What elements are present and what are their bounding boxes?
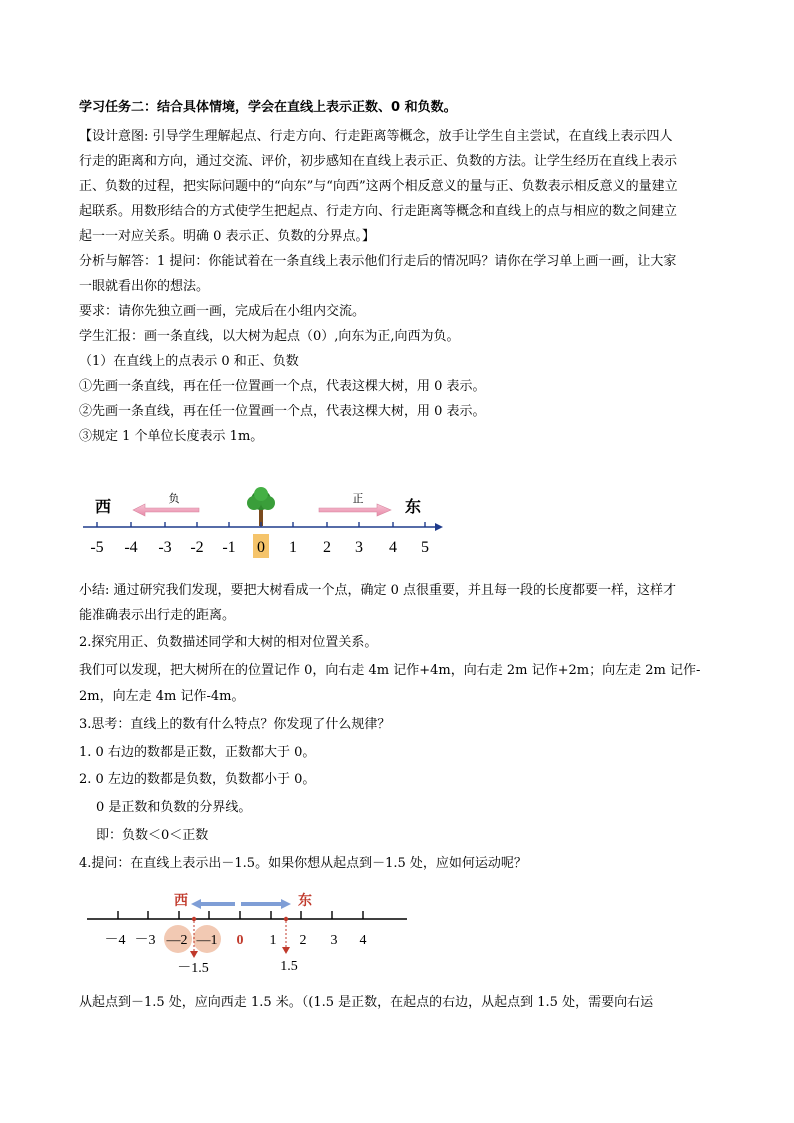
positive-label: 正 [352, 493, 364, 505]
point-neg-1-5 [192, 917, 196, 921]
tick-label: -3 [158, 539, 172, 556]
west-label: 西 [94, 499, 112, 516]
point-4: 即：负数＜0＜正数 [96, 828, 209, 843]
neg-point-label: －1.5 [177, 961, 209, 976]
step-2: ②先画一条直线，再在任一位置画一个点，代表这棵大树，用 0 表示。 [79, 404, 486, 419]
tick-label: —1 [196, 933, 218, 948]
negative-direction-arrow [133, 504, 199, 516]
answer-line: 从起点到－1.5 处，应向西走 1.5 米。（(1.5 是正数，在起点的右边，从起点到 1.5 处，需要向右运 [79, 995, 654, 1010]
tick-label: 0 [236, 933, 244, 948]
question-4: 4.提问：在直线上表示出－1.5。如果你想从起点到－1.5 处，应如何运动呢？ [79, 856, 527, 871]
tick-label: 2 [323, 539, 331, 556]
tick-label: —2 [166, 933, 188, 948]
tick-label: 2 [299, 933, 307, 948]
student-report: 学生汇报：画一条直线，以大树为起点（0）,向东为正,向西为负。 [79, 329, 460, 344]
point-1: 1. 0 右边的数都是正数，正数都大于 0。 [79, 745, 316, 760]
axis-arrowhead [435, 523, 443, 531]
tick-label: 1 [289, 539, 297, 556]
requirement: 要求：请你先独立画一画，完成后在小组内交流。 [79, 304, 366, 319]
tick-label: 3 [355, 539, 363, 556]
tick-label: 0 [257, 539, 265, 556]
west-label: 西 [174, 894, 188, 909]
number-line-figure-2 [85, 888, 415, 980]
tick-label: －3 [134, 933, 156, 948]
tick-label: -2 [190, 539, 204, 556]
analysis-line: 分析与解答：1 提问：你能试着在一条直线上表示他们行走后的情况吗？请你在学习单上画一画，让大家 [79, 254, 677, 269]
west-arrow [191, 899, 235, 909]
tick-label: －4 [104, 933, 126, 948]
tree-icon [247, 487, 275, 526]
design-intent-line: 起联系。用数形结合的方式使学生把起点、行走方向、行走距离等概念和直线上的点与相应的数之间建立 [79, 204, 678, 219]
summary-line: 小结: 通过研究我们发现，要把大树看成一个点，确定 0 点很重要，并且每一段的长度都要一样，这样才 [79, 583, 677, 598]
tick-label: 4 [359, 933, 367, 948]
tick-label: 1 [269, 933, 277, 948]
design-intent-line: 【设计意图: 引导学生理解起点、行走方向、行走距离等概念，放手让学生自主尝试，在直线上表示四人 [79, 129, 673, 144]
negative-label: 负 [168, 493, 180, 505]
explore-title: 2.探究用正、负数描述同学和大树的相对位置关系。 [79, 635, 378, 650]
tick-label: -4 [124, 539, 138, 556]
east-arrow [241, 899, 291, 909]
number-line-figure-1 [79, 478, 459, 568]
tick-label: 3 [330, 933, 338, 948]
positive-direction-arrow [319, 504, 391, 516]
point-2: 2. 0 左边的数都是负数，负数都小于 0。 [79, 772, 316, 787]
point-3: 0 是正数和负数的分界线。 [96, 800, 252, 815]
axis-ticks [118, 911, 363, 919]
design-intent-line: 起一一对应关系。明确 0 表示正、负数的分界点。】 [79, 229, 376, 244]
tick-label: 5 [421, 539, 429, 556]
point-pos-1-5 [284, 917, 288, 921]
step-1: ①先画一条直线，再在任一位置画一个点，代表这棵大树，用 0 表示。 [79, 379, 486, 394]
step-3: ③规定 1 个单位长度表示 1m。 [79, 429, 264, 444]
summary-line: 能准确表示出行走的距离。 [79, 608, 236, 623]
found-line: 我们可以发现，把大树所在的位置记作 0，向右走 4m 记作+4m，向右走 2m 记作+2m；向左走 2m 记作- [79, 663, 701, 678]
tick-label: -5 [90, 539, 104, 556]
design-intent-line: 正、负数的过程，把实际问题中的“向东”与“向西”这两个相反意义的量与正、负数表示相反意义的量建立 [79, 179, 678, 194]
east-label: 东 [298, 894, 312, 909]
design-intent-line: 行走的距离和方向，通过交流、评价，初步感知在直线上表示正、负数的方法。让学生经历在直线上表示 [79, 154, 678, 169]
tick-label: -1 [222, 539, 236, 556]
found-line: 2m，向左走 4m 记作-4m。 [79, 689, 245, 704]
tick-label: 4 [389, 539, 397, 556]
analysis-line: 一眼就看出你的想法。 [79, 279, 210, 294]
subsection-title: （1）在直线上的点表示 0 和正、负数 [79, 354, 299, 369]
east-label: 东 [404, 499, 422, 516]
pos-point-label: 1.5 [280, 959, 298, 974]
task-title: 学习任务二：结合具体情境，学会在直线上表示正数、0 和负数。 [79, 100, 457, 115]
think-title: 3.思考：直线上的数有什么特点？你发现了什么规律？ [79, 717, 391, 732]
